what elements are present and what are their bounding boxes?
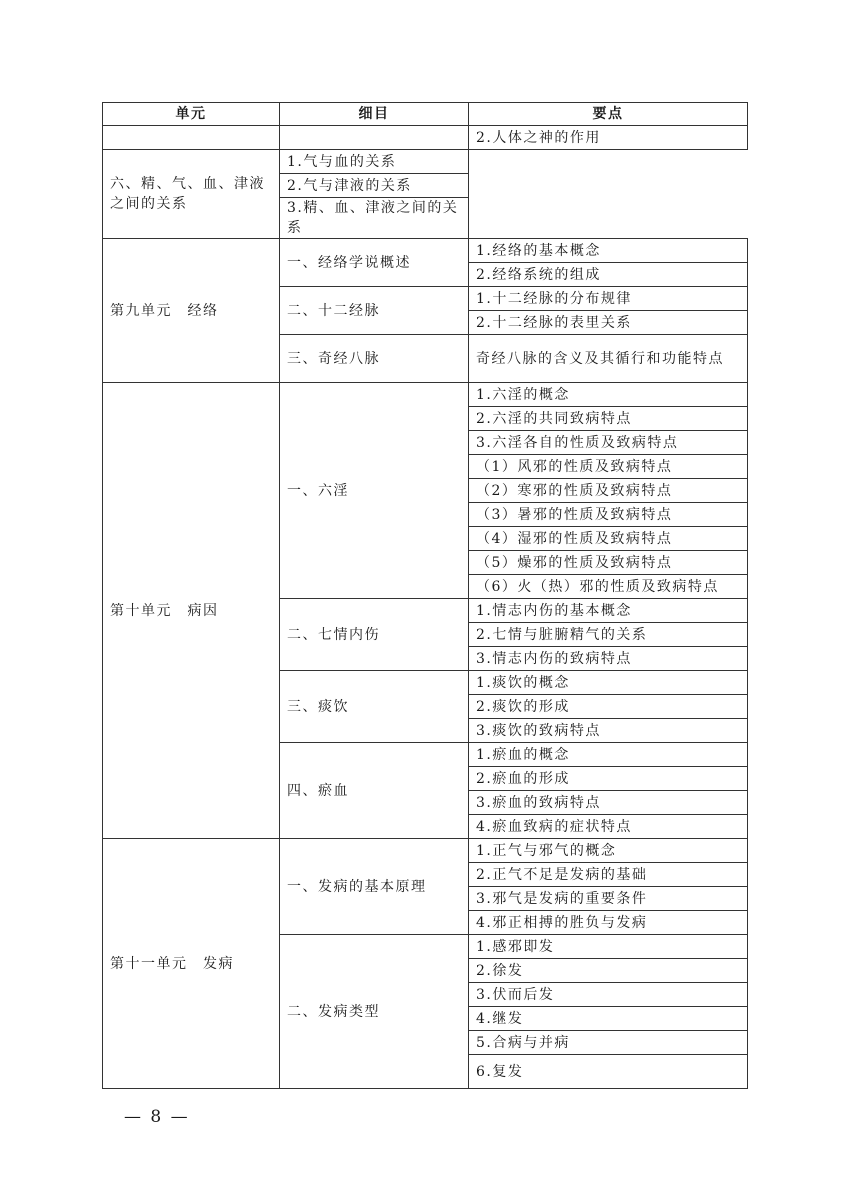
table-body [103,126,748,1089]
table-row [103,839,748,863]
item-cell: 一、六淫 [280,383,469,599]
table-header [103,103,748,126]
point-cell: 3.瘀血的致病特点 [469,791,748,815]
item-cell: 三、奇经八脉 [280,335,469,383]
point-cell: 6.复发 [469,1055,748,1089]
point-cell: 3.情志内伤的致病特点 [469,647,748,671]
header-item: 细目 [280,103,469,126]
point-cell: 2.正气不足是发病的基础 [469,863,748,887]
header-row [103,103,748,126]
point-cell: 1.痰饮的概念 [469,671,748,695]
point-cell: （4）湿邪的性质及致病特点 [469,527,748,551]
table-row [103,383,748,407]
point-cell: 5.合病与并病 [469,1031,748,1055]
point-cell: 1.六淫的概念 [469,383,748,407]
point-cell: 3.六淫各自的性质及致病特点 [469,431,748,455]
item-cell: 一、发病的基本原理 [280,839,469,935]
item-cell: 一、经络学说概述 [280,239,469,287]
point-cell: （6）火（热）邪的性质及致病特点 [469,575,748,599]
unit-cell: 第十单元 病因 [103,383,280,839]
point-cell: 3.精、血、津液之间的关系 [280,198,469,239]
point-cell: 1.正气与邪气的概念 [469,839,748,863]
point-cell: 2.十二经脉的表里关系 [469,311,748,335]
point-cell: 2.徐发 [469,959,748,983]
table-row [103,126,748,150]
item-cell [280,126,469,150]
item-cell: 六、精、气、血、津液之间的关系 [103,150,280,239]
syllabus-table [102,102,748,1089]
header-point: 要点 [469,103,748,126]
point-cell: 2.气与津液的关系 [280,174,469,198]
point-cell: 1.情志内伤的基本概念 [469,599,748,623]
point-cell: 4.瘀血致病的症状特点 [469,815,748,839]
unit-cell [103,126,280,150]
point-cell: 3.邪气是发病的重要条件 [469,887,748,911]
point-cell: 4.邪正相搏的胜负与发病 [469,911,748,935]
point-cell: 2.七情与脏腑精气的关系 [469,623,748,647]
point-cell: 2.经络系统的组成 [469,263,748,287]
point-cell: 4.继发 [469,1007,748,1031]
point-cell: 1.气与血的关系 [280,150,469,174]
table-row [103,150,748,174]
point-cell: 2.瘀血的形成 [469,767,748,791]
point-cell: 1.经络的基本概念 [469,239,748,263]
point-cell: 2.痰饮的形成 [469,695,748,719]
point-cell: 奇经八脉的含义及其循行和功能特点 [469,335,748,383]
table-row [103,239,748,263]
point-cell: 1.瘀血的概念 [469,743,748,767]
item-cell: 二、七情内伤 [280,599,469,671]
point-cell: 3.伏而后发 [469,983,748,1007]
point-cell: 2.人体之神的作用 [469,126,748,150]
point-cell: （5）燥邪的性质及致病特点 [469,551,748,575]
unit-cell: 第九单元 经络 [103,239,280,383]
point-cell: 1.感邪即发 [469,935,748,959]
page-number: — 8 — [124,1107,190,1127]
header-unit: 单元 [103,103,280,126]
item-cell: 四、瘀血 [280,743,469,839]
item-cell: 二、发病类型 [280,935,469,1089]
point-cell: 3.痰饮的致病特点 [469,719,748,743]
point-cell: （2）寒邪的性质及致病特点 [469,479,748,503]
point-cell: （1）风邪的性质及致病特点 [469,455,748,479]
point-cell: （3）暑邪的性质及致病特点 [469,503,748,527]
point-cell: 2.六淫的共同致病特点 [469,407,748,431]
point-cell: 1.十二经脉的分布规律 [469,287,748,311]
unit-cell: 第十一单元 发病 [103,839,280,1089]
item-cell: 三、痰饮 [280,671,469,743]
item-cell: 二、十二经脉 [280,287,469,335]
